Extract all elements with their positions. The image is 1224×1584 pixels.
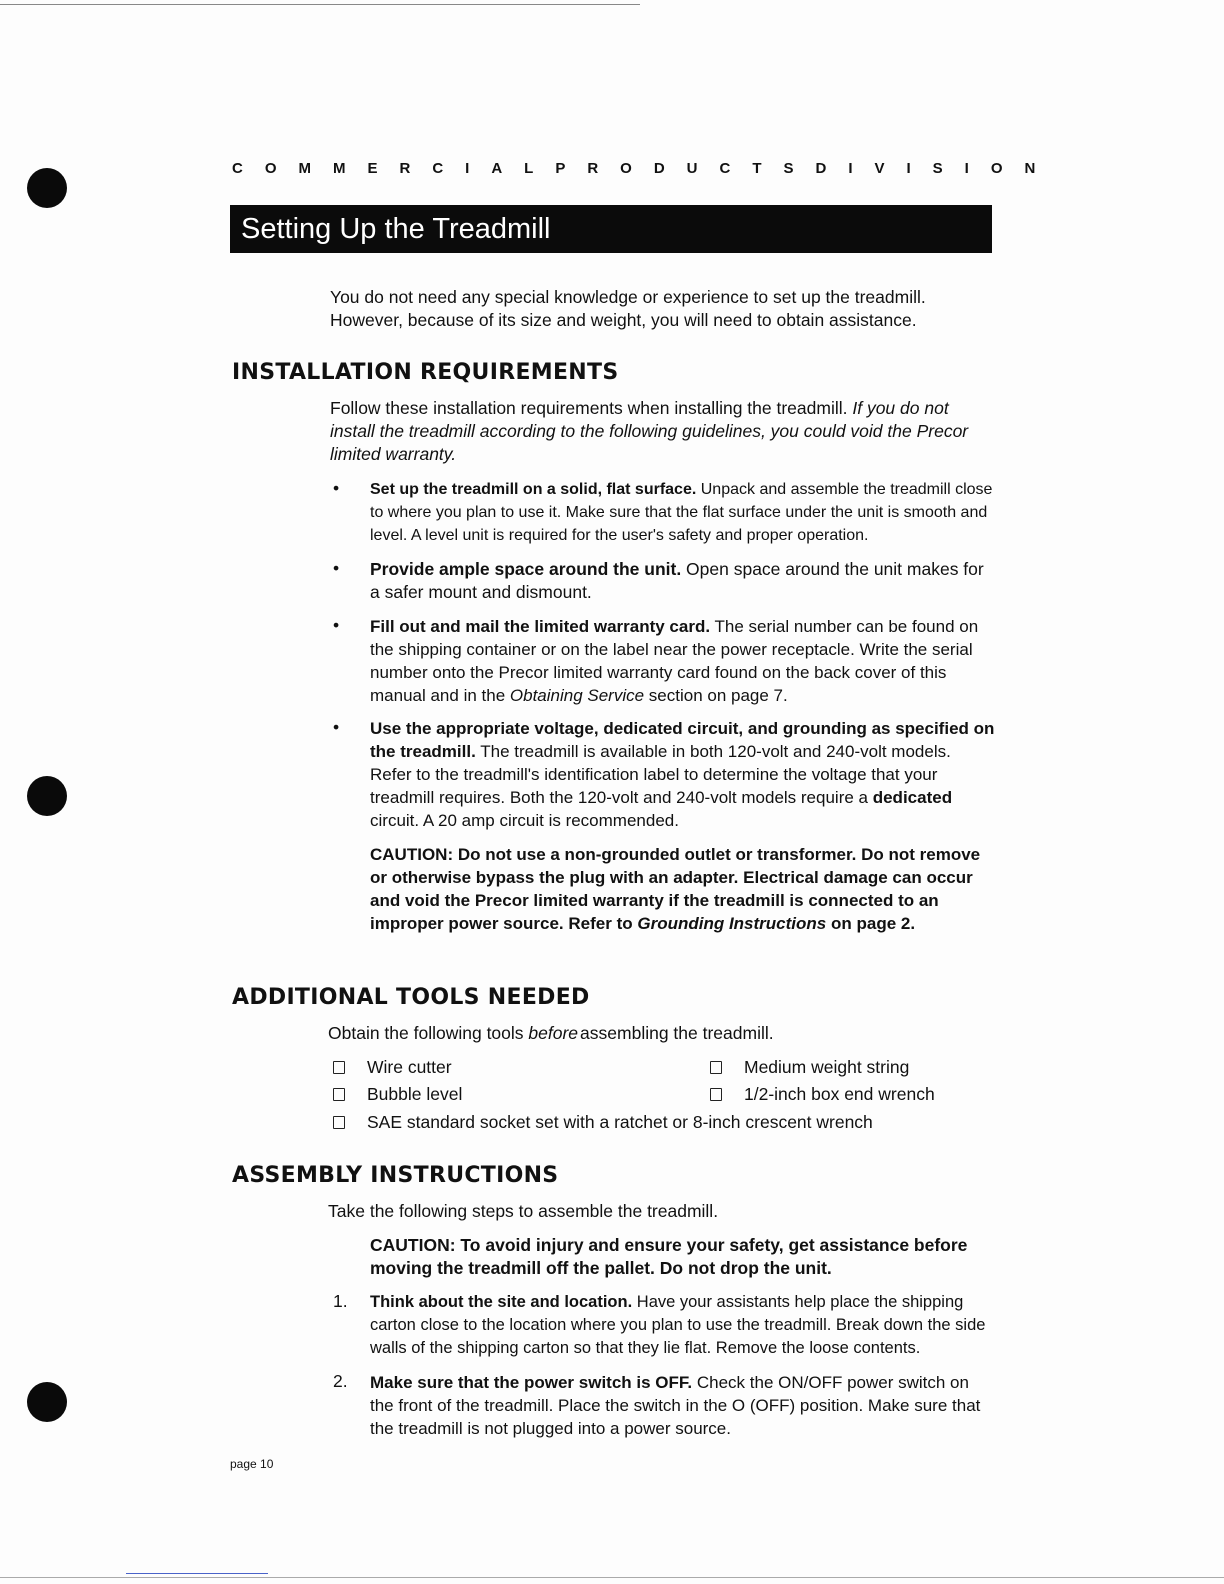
tool-checkbox-item[interactable]	[710, 1083, 935, 1106]
requirement-title: Use the appropriate voltage, dedicated circuit, and grounding as specified on the treadmill.	[370, 719, 995, 761]
tools-lead-end-text: assembling the treadmill.	[580, 1023, 774, 1043]
tool-checkbox-item[interactable]	[710, 1056, 909, 1079]
tool-label: Medium weight string	[744, 1057, 910, 1077]
bullet-icon: •	[333, 717, 340, 737]
checkbox-icon[interactable]	[710, 1061, 722, 1074]
tools-lead-italic: before	[528, 1023, 579, 1043]
requirement-item	[370, 478, 995, 547]
binder-hole-top	[27, 168, 67, 208]
checkbox-icon[interactable]	[333, 1088, 345, 1101]
assembly-lead: Take the following steps to assemble the treadmill.	[328, 1201, 719, 1221]
checkbox-icon[interactable]	[333, 1116, 345, 1129]
caution-assembly: CAUTION: To avoid injury and ensure your safety, get assistance before moving the treadmill off the pallet. Do not drop the unit.	[370, 1235, 968, 1278]
bullet-icon: •	[333, 558, 340, 578]
assembly-step	[370, 1291, 995, 1360]
binder-hole-middle	[27, 776, 67, 816]
tool-label: 1/2-inch box end wrench	[744, 1084, 935, 1104]
assembly-step	[370, 1371, 995, 1440]
tool-label: Wire cutter	[367, 1057, 452, 1077]
requirement-item	[370, 615, 995, 707]
requirement-text-end: section on page 7.	[644, 686, 788, 705]
top-rule	[0, 4, 640, 5]
step-title: Think about the site and location.	[370, 1293, 633, 1311]
page-title: Setting Up the Treadmill	[230, 205, 992, 253]
division-header	[232, 160, 1058, 177]
step-text: Check the ON/OFF power switch on the front of the treadmill. Place the switch in the O (OFF) position. Make sure that the treadmill is not plugged into a power source.	[370, 1373, 981, 1438]
requirement-italic: Obtaining Service	[509, 686, 645, 705]
division-word-1: COMMERCIAL	[232, 160, 556, 177]
tool-label: SAE standard socket set with a ratchet or 8-inch crescent wrench	[367, 1112, 873, 1132]
installation-lead-italic: If you do not install the treadmill according to the following guidelines, you could void the Precor limited warranty.	[330, 398, 969, 464]
bottom-rule	[0, 1577, 1224, 1578]
installation-lead-text: Follow these installation requirements when installing the treadmill.	[330, 398, 848, 418]
binder-hole-bottom	[27, 1382, 67, 1422]
requirement-text: Unpack and assemble the treadmill close to where you plan to use it. Make sure that the flat surface under the unit is smooth and level. A level unit is required for the user's safety and proper operation.	[370, 481, 993, 544]
step-number: 1.	[333, 1291, 348, 1311]
division-word-3: DIVISION	[815, 160, 1058, 177]
requirement-text-end: circuit. A 20 amp circuit is recommended.	[370, 811, 679, 830]
step-number: 2.	[333, 1371, 348, 1391]
step-text: Have your assistants help place the shipping carton close to the location where you plan to use the treadmill. Break down the side walls of the shipping carton so that they lie flat. Remove the loose contents.	[370, 1293, 986, 1357]
step-title: Make sure that the power switch is OFF.	[370, 1373, 693, 1392]
requirement-title: Set up the treadmill on a solid, flat surface.	[370, 481, 697, 498]
caution-text: CAUTION: Do not use a non-grounded outlet or transformer. Do not remove or otherwise bypass the plug with an adapter. Electrical damage can occur and void the Precor limited warranty if the treadmill is connected to an improper power source. Refer to	[370, 845, 981, 933]
requirement-title: Fill out and mail the limited warranty card.	[370, 617, 711, 636]
bullet-icon: •	[333, 478, 340, 498]
requirement-text: The treadmill is available in both 120-volt and 240-volt models. Refer to the treadmill's identification label to determine the voltage that your treadmill requires. Both the 120-volt and 240-volt models require a	[370, 742, 951, 807]
tools-lead	[328, 1022, 993, 1045]
requirement-text: Open space around the unit makes for a safer mount and dismount.	[370, 559, 984, 602]
requirement-title: Provide ample space around the unit.	[370, 559, 682, 579]
assembly-heading: ASSEMBLY INSTRUCTIONS	[232, 1163, 559, 1188]
bullet-icon: •	[333, 615, 340, 635]
requirement-item	[370, 558, 995, 604]
tools-lead-text: Obtain the following tools	[328, 1023, 524, 1043]
installation-lead	[330, 397, 995, 466]
caution-electrical	[370, 843, 995, 935]
intro-paragraph: You do not need any special knowledge or experience to set up the treadmill. However, because of its size and weight, you will need to obtain assistance.	[330, 287, 926, 330]
bottom-blue-rule	[126, 1573, 268, 1574]
installation-heading: INSTALLATION REQUIREMENTS	[232, 360, 619, 385]
page-number: page 10	[230, 1457, 274, 1471]
requirement-bold: dedicated	[872, 788, 953, 807]
tool-checkbox-item[interactable]	[333, 1111, 873, 1134]
tools-heading: ADDITIONAL TOOLS NEEDED	[232, 985, 590, 1010]
requirement-item	[370, 717, 995, 832]
tool-checkbox-item[interactable]	[333, 1056, 452, 1079]
caution-italic: Grounding Instructions	[637, 914, 827, 933]
tool-label: Bubble level	[367, 1084, 463, 1104]
checkbox-icon[interactable]	[333, 1061, 345, 1074]
tool-checkbox-item[interactable]	[333, 1083, 462, 1106]
checkbox-icon[interactable]	[710, 1088, 722, 1101]
division-word-2: PRODUCTS	[555, 160, 816, 177]
caution-end: on page 2.	[830, 914, 916, 933]
requirement-text: The serial number can be found on the shipping container or on the label near the power receptacle. Write the serial number onto the Precor limited warranty card found on the back cover of this manual and in the	[370, 617, 979, 705]
